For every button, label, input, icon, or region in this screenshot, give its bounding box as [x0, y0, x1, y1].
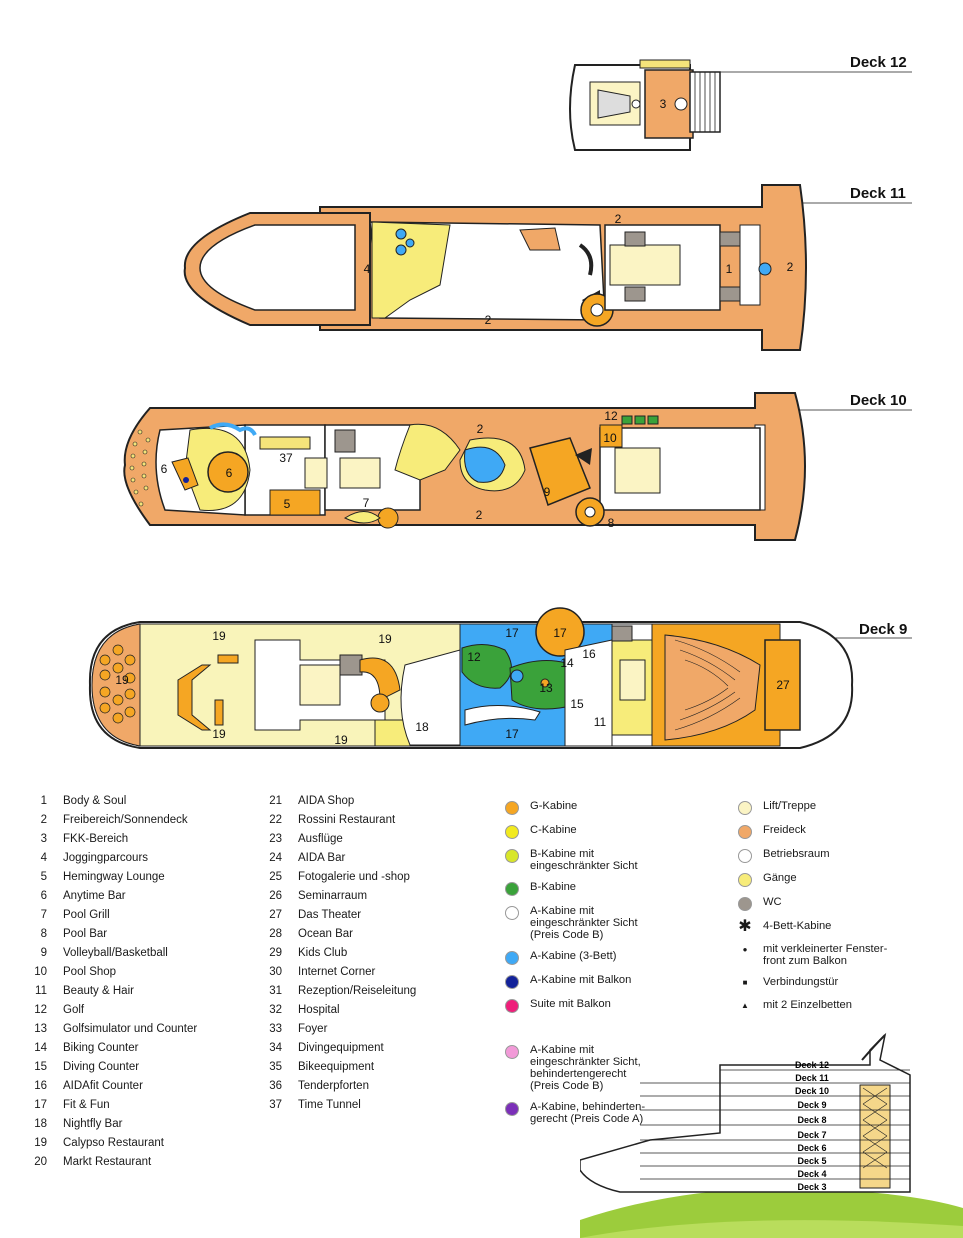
- legend-number: 37: [269, 1099, 282, 1111]
- legend-number: 19: [34, 1137, 47, 1149]
- cabin-key-swatch: [505, 999, 519, 1013]
- legend-number: 29: [269, 947, 282, 959]
- legend-item: [27, 982, 197, 1001]
- deck9-label-0: 19: [212, 629, 226, 643]
- legend-item: [27, 1153, 197, 1172]
- area-key-label: Freideck: [763, 824, 806, 836]
- cabin-key-item: [505, 848, 645, 872]
- legend-number: 36: [269, 1080, 282, 1092]
- legend-name: Diving Counter: [63, 1061, 140, 1073]
- legend-name: Internet Corner: [298, 966, 376, 978]
- legend-number: 21: [269, 795, 282, 807]
- area-key: [738, 800, 887, 1022]
- legend-name: Volleyball/Basketball: [63, 947, 168, 959]
- legend-number: 11: [35, 985, 47, 997]
- legend-name: Ausflüge: [298, 833, 343, 845]
- legend-name: Golf: [63, 1004, 85, 1016]
- deck10-label-5: 2: [476, 422, 484, 436]
- cabin-key-label: A-Kabine mit eingeschränkter Sicht, behindertengerecht (Preis Code B): [530, 1044, 641, 1092]
- area-key-label: Gänge: [763, 872, 797, 884]
- deck10-label-3: 5: [283, 497, 291, 511]
- legend-name: Das Theater: [298, 909, 362, 921]
- legend-item: [27, 1077, 197, 1096]
- symbol-key-item: [738, 943, 887, 967]
- legend-name: Bikeequipment: [298, 1061, 375, 1073]
- cabin-key-label: B-Kabine: [530, 881, 577, 893]
- legend-item: [262, 1039, 416, 1058]
- legend-name: Biking Counter: [63, 1042, 139, 1054]
- legend-name: Rezeption/Reiseleitung: [298, 985, 417, 997]
- legend-number: 31: [269, 985, 282, 997]
- cabin-key-label: A-Kabine mit eingeschränkter Sicht (Preis Code B): [530, 905, 638, 941]
- legend-number: 30: [269, 966, 282, 978]
- profile-deck-label: Deck 3: [797, 1182, 827, 1192]
- deck9-label-5: 18: [415, 720, 429, 734]
- legend-number: 20: [34, 1156, 47, 1168]
- legend-number: 28: [269, 928, 282, 940]
- deck9-label-10: 13: [539, 681, 553, 695]
- legend-name: Tenderpforten: [298, 1080, 369, 1092]
- legend-name: Rossini Restaurant: [298, 814, 396, 826]
- symbol-key-glyph: ▲: [741, 1001, 749, 1010]
- legend-number: 1: [40, 795, 47, 807]
- legend-item: [262, 1020, 416, 1039]
- cabin-key-swatch: [505, 801, 519, 815]
- legend-item: [262, 811, 416, 830]
- legend-name: Foyer: [298, 1023, 328, 1035]
- profile-deck-label: Deck 4: [797, 1169, 827, 1179]
- legend-item: [262, 982, 416, 1001]
- area-key-item: [738, 800, 887, 815]
- legend-item: [27, 1134, 197, 1153]
- symbol-key-glyph: ✱: [738, 918, 752, 935]
- legend-item: [262, 887, 416, 906]
- legend-item: [27, 849, 197, 868]
- area-key-swatch: [738, 849, 752, 863]
- cabin-key-swatch: [505, 975, 519, 989]
- legend-name: Beauty & Hair: [63, 985, 134, 997]
- facility-legend-column-2: [262, 792, 416, 1115]
- deck9-label-2: 19: [115, 673, 129, 687]
- legend-item: [27, 1039, 197, 1058]
- deck10-title: Deck 10: [850, 392, 907, 409]
- legend-item: [27, 1058, 197, 1077]
- symbol-key-label: 4-Bett-Kabine: [763, 920, 832, 932]
- deck9-label-7: 17: [505, 626, 519, 640]
- area-key-item: [738, 896, 887, 911]
- legend-name: Joggingparcours: [63, 852, 149, 864]
- legend-name: Nightfly Bar: [63, 1118, 123, 1130]
- legend-name: Hemingway Lounge: [63, 871, 165, 883]
- cabin-key-swatch: [505, 1045, 519, 1059]
- profile-deck-label: Deck 5: [797, 1156, 827, 1166]
- legend-number: 8: [40, 928, 47, 940]
- deck9-label-14: 11: [593, 715, 607, 729]
- area-key-label: Lift/Treppe: [763, 800, 817, 812]
- cabin-key-label: G-Kabine: [530, 800, 578, 812]
- deck9-label-6: 12: [467, 650, 481, 664]
- legend-number: 6: [40, 890, 47, 902]
- symbol-key-glyph: ●: [742, 945, 748, 954]
- area-key-swatch: [738, 801, 752, 815]
- legend-name: Seminarraum: [298, 890, 368, 902]
- legend-number: 5: [40, 871, 47, 883]
- legend-item: [27, 963, 197, 982]
- cabin-key-swatch: [505, 951, 519, 965]
- deck12-title: Deck 12: [850, 54, 907, 71]
- legend-item: [27, 1096, 197, 1115]
- cabin-key-label: C-Kabine: [530, 824, 577, 836]
- legend-name: AIDA Shop: [298, 795, 355, 807]
- symbol-key-item: [738, 920, 887, 934]
- area-key-swatch: [738, 873, 752, 887]
- legend-number: 22: [269, 814, 282, 826]
- profile-deck-label: Deck 7: [797, 1130, 827, 1140]
- deck12-plan: [570, 60, 720, 150]
- legend-number: 3: [40, 833, 47, 845]
- cabin-key-label: Suite mit Balkon: [530, 998, 611, 1010]
- legend-item: [27, 944, 197, 963]
- symbol-key-item: [738, 999, 887, 1013]
- cabin-key-swatch: [505, 906, 519, 920]
- cabin-key-label: A-Kabine mit Balkon: [530, 974, 632, 986]
- legend-item: [27, 1115, 197, 1134]
- cabin-key-item: [505, 800, 645, 815]
- legend-number: 26: [269, 890, 282, 902]
- legend-item: [262, 1058, 416, 1077]
- ship-profile: [580, 1030, 963, 1238]
- legend-item: [27, 906, 197, 925]
- legend-item: [27, 1001, 197, 1020]
- deck11-plan: [185, 185, 806, 350]
- cabin-key-item: [505, 881, 645, 896]
- cabin-key-label: A-Kabine (3-Bett): [530, 950, 617, 962]
- area-key-label: WC: [763, 896, 782, 908]
- legend-number: 27: [269, 909, 282, 921]
- deck9-label-11: 14: [560, 656, 574, 670]
- symbol-key-label: Verbindungstür: [763, 976, 839, 988]
- deck10-label-8: 12: [604, 409, 618, 423]
- legend-item: [262, 963, 416, 982]
- legend-item: [262, 925, 416, 944]
- legend-name: Pool Grill: [63, 909, 110, 921]
- cabin-key-item: [505, 950, 645, 965]
- legend-item: [27, 887, 197, 906]
- legend-item: [262, 849, 416, 868]
- legend-name: Markt Restaurant: [63, 1156, 152, 1168]
- legend-name: Time Tunnel: [298, 1099, 361, 1111]
- profile-deck-label: Deck 10: [794, 1086, 830, 1096]
- legend-name: Hospital: [298, 1004, 340, 1016]
- legend-name: Body & Soul: [63, 795, 127, 807]
- legend-number: 10: [34, 966, 47, 978]
- profile-deck-label: Deck 12: [794, 1060, 830, 1070]
- facility-legend-column-1: [27, 792, 197, 1172]
- symbol-key-label: mit 2 Einzelbetten: [763, 999, 852, 1011]
- cabin-key-swatch: [505, 882, 519, 896]
- deck10-label-7: 9: [543, 485, 551, 499]
- cabin-key-swatch: [505, 825, 519, 839]
- legend-number: 34: [269, 1042, 282, 1054]
- stair-core: [860, 1085, 890, 1188]
- legend-name: Fit & Fun: [63, 1099, 110, 1111]
- deck12-label-0: 3: [659, 97, 667, 111]
- cabin-key-label: A-Kabine, behinderten- gerecht (Preis Code A): [530, 1101, 646, 1125]
- legend-number: 14: [34, 1042, 47, 1054]
- deck9-label-13: 15: [570, 697, 584, 711]
- legend-number: 33: [269, 1023, 282, 1035]
- deck9-label-8: 17: [553, 626, 567, 640]
- legend-item: [262, 944, 416, 963]
- area-key-item: [738, 848, 887, 863]
- cabin-key-swatch: [505, 1102, 519, 1116]
- legend-item: [262, 792, 416, 811]
- legend-number: 18: [34, 1118, 47, 1130]
- legend-item: [262, 1096, 416, 1115]
- deck11-label-3: 1: [725, 262, 733, 276]
- legend-name: Calypso Restaurant: [63, 1137, 164, 1149]
- area-key-swatch: [738, 825, 752, 839]
- legend-item: [27, 792, 197, 811]
- deck10-label-6: 2: [475, 508, 483, 522]
- legend-name: Anytime Bar: [63, 890, 126, 902]
- cabin-key-swatch: [505, 849, 519, 863]
- legend-item: [27, 830, 197, 849]
- legend-name: Kids Club: [298, 947, 348, 959]
- legend-number: 35: [269, 1061, 282, 1073]
- cabin-key-item: [505, 974, 645, 989]
- symbol-key-label: mit verkleinerter Fenster- front zum Balkon: [763, 943, 888, 967]
- legend-number: 2: [40, 814, 47, 826]
- legend-item: [262, 1077, 416, 1096]
- legend-name: Pool Shop: [63, 966, 117, 978]
- deck9-plan: [90, 608, 852, 748]
- deck11-label-1: 2: [614, 212, 622, 226]
- legend-number: 25: [269, 871, 282, 883]
- deck11-label-0: 4: [363, 262, 371, 276]
- legend-number: 23: [269, 833, 282, 845]
- legend-name: AIDA Bar: [298, 852, 346, 864]
- legend-name: Freibereich/Sonnendeck: [63, 814, 188, 826]
- deck11-label-4: 2: [786, 260, 794, 274]
- legend-name: FKK-Bereich: [63, 833, 129, 845]
- symbol-key-glyph: ■: [742, 978, 748, 987]
- profile-deck-label: Deck 6: [797, 1143, 827, 1153]
- deck9-label-9: 17: [505, 727, 519, 741]
- legend-name: Divingequipment: [298, 1042, 384, 1054]
- legend-number: 4: [40, 852, 47, 864]
- area-key-item: [738, 872, 887, 887]
- deck9-label-15: 27: [776, 678, 790, 692]
- legend-number: 7: [40, 909, 47, 921]
- cabin-key-item: [505, 824, 645, 839]
- legend-number: 15: [34, 1061, 47, 1073]
- deck9-label-3: 19: [212, 727, 226, 741]
- legend-name: Ocean Bar: [298, 928, 353, 940]
- deck10-label-9: 10: [603, 431, 617, 445]
- cabin-key-item: [505, 905, 645, 941]
- legend-item: [262, 868, 416, 887]
- deck10-label-1: 6: [225, 466, 233, 480]
- legend-number: 9: [40, 947, 47, 959]
- legend-item: [27, 925, 197, 944]
- profile-deck-label: Deck 11: [795, 1073, 829, 1083]
- profile-deck-label: Deck 9: [797, 1100, 827, 1110]
- profile-deck-label: Deck 8: [797, 1115, 827, 1125]
- deck9-label-4: 19: [334, 733, 348, 747]
- area-key-label: Betriebsraum: [763, 848, 830, 860]
- legend-name: Golfsimulator und Counter: [63, 1023, 198, 1035]
- legend-number: 24: [269, 852, 282, 864]
- symbol-key-item: [738, 976, 887, 990]
- legend-number: 12: [34, 1004, 47, 1016]
- area-key-item: [738, 824, 887, 839]
- legend-item: [27, 868, 197, 887]
- legend-number: 16: [34, 1080, 47, 1092]
- deck11-title: Deck 11: [850, 185, 906, 202]
- deck11-label-2: 2: [484, 313, 492, 327]
- legend-item: [262, 830, 416, 849]
- cabin-key-item: [505, 998, 645, 1013]
- deck9-label-1: 19: [378, 632, 392, 646]
- legend-number: 17: [34, 1099, 47, 1111]
- legend-item: [27, 811, 197, 830]
- legend-number: 13: [34, 1023, 47, 1035]
- cabin-key-label: B-Kabine mit eingeschränkter Sicht: [530, 848, 638, 872]
- legend-name: AIDAfit Counter: [63, 1080, 143, 1092]
- legend-name: Pool Bar: [63, 928, 108, 940]
- deck10-label-0: 6: [160, 462, 168, 476]
- legend-item: [262, 906, 416, 925]
- area-key-swatch: [738, 897, 752, 911]
- legend-item: [262, 1001, 416, 1020]
- deck10-label-10: 8: [607, 516, 615, 530]
- deck10-label-4: 7: [362, 496, 370, 510]
- legend-number: 32: [269, 1004, 282, 1016]
- legend-name: Fotogalerie und -shop: [298, 871, 410, 883]
- legend-item: [27, 1020, 197, 1039]
- deck9-label-12: 16: [582, 647, 596, 661]
- deck10-label-2: 37: [279, 451, 293, 465]
- deck9-title: Deck 9: [859, 621, 908, 638]
